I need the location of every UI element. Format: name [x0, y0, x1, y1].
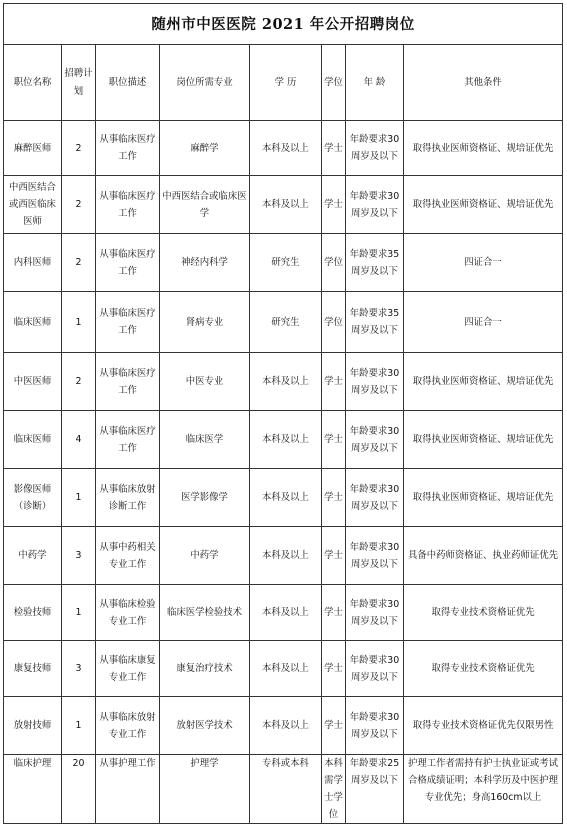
table-row	[4, 697, 563, 755]
cell-major: 护理学	[160, 755, 250, 824]
cell-degree: 学士	[322, 176, 346, 234]
cell-position: 内科医师	[4, 234, 62, 292]
cell-description: 从事临床医疗工作	[96, 176, 160, 234]
cell-description: 从事临床放射诊断工作	[96, 469, 160, 527]
cell-age: 年龄要求30周岁及以下	[346, 121, 404, 176]
table-row	[4, 176, 563, 234]
cell-education: 研究生	[250, 292, 322, 353]
cell-count: 2	[62, 234, 96, 292]
cell-conditions: 取得专业技术资格证优先	[404, 641, 563, 697]
cell-degree: 学位	[322, 234, 346, 292]
cell-education: 本科及以上	[250, 353, 322, 411]
cell-major: 肾病专业	[160, 292, 250, 353]
header-description: 职位描述	[96, 45, 160, 121]
cell-degree: 本科需学士学位	[322, 755, 346, 824]
header-major: 岗位所需专业	[160, 45, 250, 121]
cell-degree: 学士	[322, 411, 346, 469]
header-count: 招聘计划	[62, 45, 96, 121]
cell-major: 中医专业	[160, 353, 250, 411]
cell-position: 麻醉医师	[4, 121, 62, 176]
cell-age: 年龄要求30周岁及以下	[346, 697, 404, 755]
table-row	[4, 585, 563, 641]
cell-education: 本科及以上	[250, 176, 322, 234]
header-education: 学 历	[250, 45, 322, 121]
table-row	[4, 641, 563, 697]
cell-description: 从事临床放射专业工作	[96, 697, 160, 755]
cell-major: 中药学	[160, 527, 250, 585]
cell-count: 1	[62, 469, 96, 527]
cell-age: 年龄要求25周岁及以下	[346, 755, 404, 824]
cell-conditions: 取得专业技术资格证优先仅限男性	[404, 697, 563, 755]
cell-major: 临床医学	[160, 411, 250, 469]
cell-education: 本科及以上	[250, 585, 322, 641]
cell-degree: 学士	[322, 353, 346, 411]
cell-education: 专科或本科	[250, 755, 322, 824]
cell-position: 临床医师	[4, 292, 62, 353]
cell-age: 年龄要求35周岁及以下	[346, 234, 404, 292]
cell-education: 本科及以上	[250, 641, 322, 697]
cell-description: 从事临床医疗工作	[96, 353, 160, 411]
cell-major: 神经内科学	[160, 234, 250, 292]
table-row	[4, 121, 563, 176]
recruitment-table	[3, 3, 563, 824]
cell-position: 中医医师	[4, 353, 62, 411]
page-title: 随州市中医医院 2021 年公开招聘岗位	[4, 4, 563, 45]
cell-degree: 学士	[322, 585, 346, 641]
cell-count: 4	[62, 411, 96, 469]
header-age: 年 龄	[346, 45, 404, 121]
cell-education: 本科及以上	[250, 697, 322, 755]
cell-count: 1	[62, 585, 96, 641]
cell-conditions: 取得专业技术资格证优先	[404, 585, 563, 641]
table-row	[4, 411, 563, 469]
cell-degree: 学士	[322, 121, 346, 176]
table-body	[4, 121, 563, 824]
table-row	[4, 234, 563, 292]
cell-count: 1	[62, 697, 96, 755]
table-row	[4, 755, 563, 824]
cell-degree: 学士	[322, 527, 346, 585]
cell-description: 从事临床康复专业工作	[96, 641, 160, 697]
header-degree: 学位	[322, 45, 346, 121]
cell-conditions: 四证合一	[404, 292, 563, 353]
cell-education: 本科及以上	[250, 527, 322, 585]
cell-age: 年龄要求30周岁及以下	[346, 353, 404, 411]
cell-major: 麻醉学	[160, 121, 250, 176]
cell-age: 年龄要求30周岁及以下	[346, 641, 404, 697]
cell-position: 临床医师	[4, 411, 62, 469]
cell-degree: 学位	[322, 292, 346, 353]
cell-age: 年龄要求30周岁及以下	[346, 411, 404, 469]
header-conditions: 其他条件	[404, 45, 563, 121]
table-row	[4, 469, 563, 527]
cell-description: 从事中药相关专业工作	[96, 527, 160, 585]
cell-education: 本科及以上	[250, 469, 322, 527]
table-header-row	[4, 45, 563, 121]
cell-count: 2	[62, 353, 96, 411]
cell-age: 年龄要求30周岁及以下	[346, 176, 404, 234]
cell-position: 中药学	[4, 527, 62, 585]
cell-position: 康复技师	[4, 641, 62, 697]
cell-major: 康复治疗技术	[160, 641, 250, 697]
cell-conditions: 取得执业医师资格证、规培证优先	[404, 176, 563, 234]
cell-description: 从事临床医疗工作	[96, 292, 160, 353]
cell-education: 本科及以上	[250, 121, 322, 176]
cell-major: 临床医学检验技术	[160, 585, 250, 641]
table-row	[4, 292, 563, 353]
cell-conditions: 取得执业医师资格证、规培证优先	[404, 353, 563, 411]
cell-count: 2	[62, 121, 96, 176]
cell-conditions: 护理工作者需持有护士执业证或考试合格成绩证明；本科学历及中医护理专业优先；身高160cm以上	[404, 755, 563, 824]
cell-education: 本科及以上	[250, 411, 322, 469]
cell-description: 从事临床检验专业工作	[96, 585, 160, 641]
cell-count: 3	[62, 527, 96, 585]
cell-degree: 学士	[322, 641, 346, 697]
cell-description: 从事临床医疗工作	[96, 121, 160, 176]
cell-position: 临床护理	[4, 755, 62, 824]
header-position: 职位名称	[4, 45, 62, 121]
cell-position: 放射技师	[4, 697, 62, 755]
cell-age: 年龄要求30周岁及以下	[346, 585, 404, 641]
cell-education: 研究生	[250, 234, 322, 292]
cell-age: 年龄要求30周岁及以下	[346, 469, 404, 527]
cell-degree: 学士	[322, 469, 346, 527]
cell-description: 从事临床医疗工作	[96, 411, 160, 469]
cell-description: 从事护理工作	[96, 755, 160, 824]
cell-conditions: 四证合一	[404, 234, 563, 292]
cell-conditions: 具备中药师资格证、执业药师证优先	[404, 527, 563, 585]
cell-degree: 学士	[322, 697, 346, 755]
cell-description: 从事临床医疗工作	[96, 234, 160, 292]
cell-major: 医学影像学	[160, 469, 250, 527]
cell-position: 影像医师（诊断）	[4, 469, 62, 527]
cell-conditions: 取得执业医师资格证、规培证优先	[404, 411, 563, 469]
cell-count: 1	[62, 292, 96, 353]
cell-count: 20	[62, 755, 96, 824]
cell-count: 2	[62, 176, 96, 234]
cell-major: 中西医结合或临床医学	[160, 176, 250, 234]
cell-major: 放射医学技术	[160, 697, 250, 755]
cell-age: 年龄要求35周岁及以下	[346, 292, 404, 353]
table-row	[4, 527, 563, 585]
recruitment-document	[3, 3, 564, 820]
cell-position: 中西医结合或西医临床医师	[4, 176, 62, 234]
table-row	[4, 353, 563, 411]
cell-conditions: 取得执业医师资格证、规培证优先	[404, 469, 563, 527]
cell-age: 年龄要求30周岁及以下	[346, 527, 404, 585]
cell-conditions: 取得执业医师资格证、规培证优先	[404, 121, 563, 176]
cell-count: 3	[62, 641, 96, 697]
cell-position: 检验技师	[4, 585, 62, 641]
